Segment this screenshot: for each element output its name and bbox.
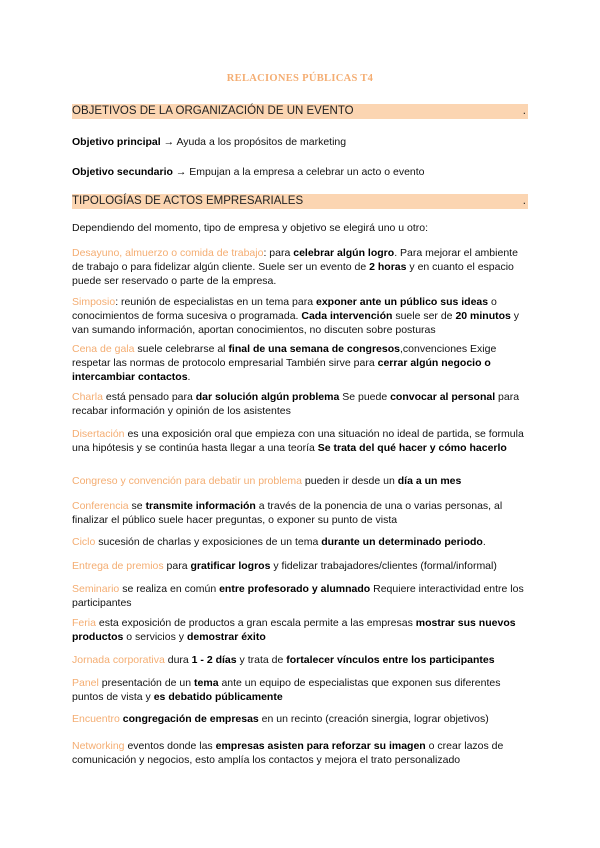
section-heading-mark: .: [522, 195, 526, 207]
type-panel: Panel presentación de un tema ante un equipo de especialistas que exponen sus diferentes puntos de vista y es debatido públicamente: [72, 677, 501, 704]
section-heading-text: OBJETIVOS DE LA ORGANIZACIÓN DE UN EVENTO: [72, 105, 354, 117]
type-desayuno: Desayuno, almuerzo o comida de trabajo: para celebrar algún logro. Para mejorar el ambiente de trabajo o para fidelizar algún cliente. Suele ser un evento de 2 horas y en cuanto el espacio puede ser reservado o parte de la empresa.: [72, 247, 518, 288]
section-heading-objetivos: [72, 104, 528, 119]
type-seminario: Seminario se realiza en común entre profesorado y alumnado Requiere interactividad entre los participantes: [72, 583, 524, 610]
section-heading-tipologias: [72, 194, 528, 209]
objective-main: Objetivo principal → Ayuda a los propósitos de marketing: [72, 136, 347, 148]
type-feria: Feria esta exposición de productos a gran escala permite a las empresas mostrar sus nuevos productos o servicios y demostrar éxito: [72, 617, 516, 644]
intro-paragraph: Dependiendo del momento, tipo de empresa y objetivo se elegirá uno u otro:: [72, 222, 429, 234]
type-cena-de-gala: Cena de gala suele celebrarse al final de una semana de congresos,convenciones Exige respetar las normas de protocolo empresarial También sirve para cerrar algún negocio o intercambiar contactos.: [72, 343, 497, 384]
type-networking: Networking eventos donde las empresas asisten para reforzar su imagen o crear lazos de comunicación y negocios, esto amplía los contactos y mejora el trato personalizado: [72, 740, 504, 767]
type-charla: Charla está pensado para dar solución algún problema Se puede convocar al personal para recabar información y opinión de los asistentes: [72, 391, 520, 418]
type-jornada-corporativa: Jornada corporativa dura 1 - 2 días y trata de fortalecer vínculos entre los participantes: [72, 654, 495, 666]
objective-secondary: Objetivo secundario → Empujan a la empresa a celebrar un acto o evento: [72, 166, 425, 178]
type-congreso: Congreso y convención para debatir un problema pueden ir desde un día a un mes: [72, 475, 462, 487]
document-title: RELACIONES PÚBLICAS T4: [226, 73, 374, 84]
type-encuentro: Encuentro congregación de empresas en un recinto (creación sinergia, lograr objetivos): [72, 713, 489, 725]
section-heading-text: TIPOLOGÍAS DE ACTOS EMPRESARIALES: [72, 195, 304, 207]
section-heading-mark: .: [522, 105, 526, 117]
type-disertacion: Disertación es una exposición oral que empieza con una situación no ideal de partida, se formula una hipótesis y se continúa hasta llegar a una teoría Se trata del qué hacer y cómo hacerlo: [72, 428, 524, 455]
type-ciclo: Ciclo sucesión de charlas y exposiciones de un tema durante un determinado periodo.: [72, 536, 486, 548]
type-entrega-de-premios: Entrega de premios para gratificar logros y fidelizar trabajadores/clientes (formal/informal): [72, 560, 497, 572]
type-conferencia: Conferencia se transmite información a través de la ponencia de una o varias personas, al finalizar el público suele hacer preguntas, o exponer su punto de vista: [72, 500, 503, 527]
type-simposio: Simposio: reunión de especialistas en un tema para exponer ante un público sus ideas o conocimientos de forma sucesiva o programada. Cada intervención suele ser de 20 minutos y van sumando información, aportan conocimientos, no discuten sobre posturas: [72, 296, 520, 337]
